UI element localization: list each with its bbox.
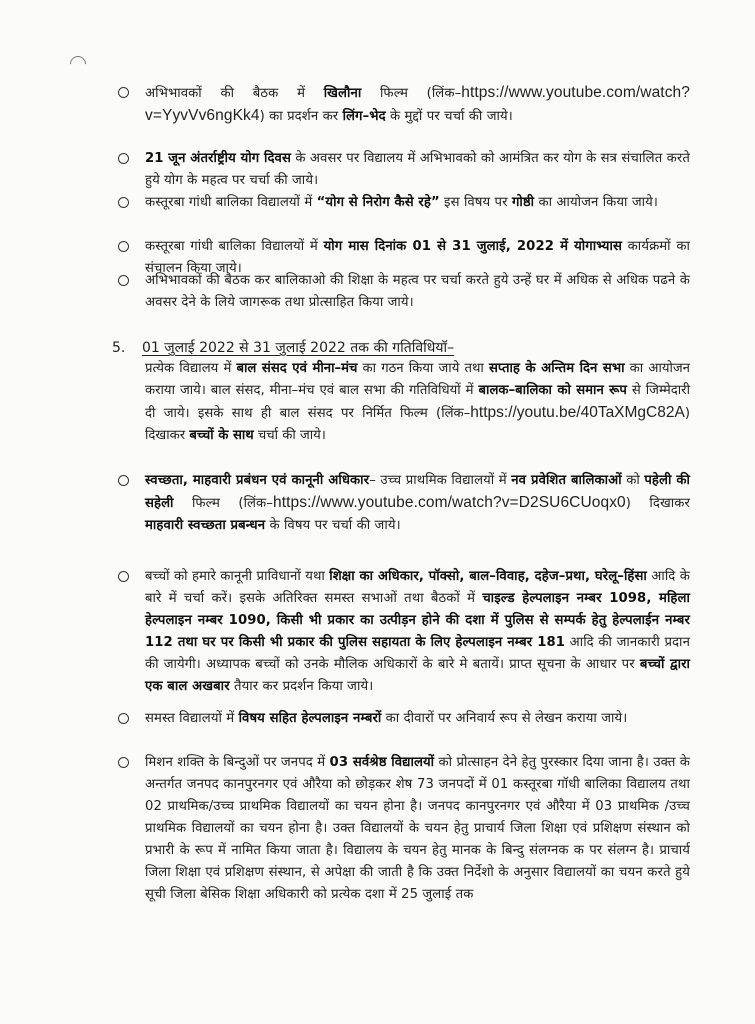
text-run: से जिम्मेदारी दी जाये। इसके साथ ही बाल संसद पर निर्मित फिल्म (लिंक– xyxy=(145,383,690,421)
list-item-text xyxy=(145,270,690,314)
list-item xyxy=(118,82,690,128)
list-item-text xyxy=(145,192,690,214)
bold-phrase: गोष्ठी xyxy=(511,195,535,210)
list-item-text xyxy=(145,82,690,128)
text-run: मिशन शक्ति के बिन्दुओं पर जनपद में xyxy=(145,755,330,770)
text-run: के मुद्दों पर चर्चा की जाये। xyxy=(385,109,513,124)
text-run: का गठन किया जाये तथा xyxy=(357,361,489,376)
bold-phrase: बालक–बालिका को समान रूप xyxy=(478,383,627,398)
text-run: का दीवारों पर अनिवार्य रूप से लेखन कराया जाये। xyxy=(381,711,628,726)
text-run: – उच्च प्राथमिक विद्यालयों में xyxy=(369,473,512,488)
bold-phrase: लिंग–भेद xyxy=(342,109,386,124)
link-url: https://www.youtube.com/watch?v=D2SU6CUoqx0 xyxy=(272,494,626,511)
bold-phrase: 21 जून अंतर्राष्ट्रीय योग दिवस xyxy=(145,151,292,166)
text-run: का आयोजन कराया जाये। बाल संसद, मीना–मंच एवं बाल सभा की गतिविधियों में xyxy=(145,361,690,398)
list-item-text xyxy=(145,708,690,730)
bold-phrase: विषय सहित हेल्पलाइन नम्बरों xyxy=(238,711,382,726)
text-run: कस्तूरबा गांधी बालिका विद्यालयों में xyxy=(145,195,317,210)
bold-phrase: बच्चों द्वारा एक बाल अखबार xyxy=(145,657,690,694)
text-run: को प्रोत्साहन देने हेतु पुरस्कार दिया जाना है। उक्त के अन्तर्गत जनपद कानपुरनगर एवं औरैया को छोड़कर शेष 73 जनपदों में 01 कस्तूरबा गॉधी बालिका विद्यालय तथा 02 प्राथमिक/उच्च प्राथमिक विद्यालयों का चयन होना है। जनपद कानपुरनगर एवं औरैया में 03 प्राथमिक /उच्च प्राथमिक विद्यालयों का चयन होना है। उक्त विद्यालयों के चयन हेतु प्राचार्य जिला शिक्षा एवं प्रशिक्षण संस्थान को प्रभारी के रूप में नामित किया जाता है। विद्यालय के चयन हेतु मानक के बिन्दु संलग्नक क पर संलग्न है। प्राचार्य जिला शिक्षा एवं प्रशिक्षण संस्थान, से अपेक्षा की जाती है कि उक्त निर्देशो के अनुसार विद्यालयों का चयन करते हुये सूची जिला बेसिक शिक्षा अधिकारी को प्रत्येक दशा में 25 जुलाई तक xyxy=(145,755,690,902)
bold-phrase: माहवारी स्वच्छता प्रबन्धन xyxy=(145,518,266,533)
bold-phrase: शिक्षा का अधिकार, पॉक्सो, बाल–विवाह, दहेज–प्रथा, घरेलू–हिंसा xyxy=(329,569,647,584)
bullet-icon xyxy=(118,475,129,486)
section-number: 5. xyxy=(112,340,126,356)
punch-hole-mark xyxy=(67,53,90,76)
bold-phrase: स्वच्छता, माहवारी प्रबंधन एवं कानूनी अधिकार xyxy=(145,473,370,488)
text-run: फिल्म (लिंक– xyxy=(361,86,462,101)
link-url: https://youtu.be/40TaXMgC82A xyxy=(470,404,685,421)
list-item-text xyxy=(145,148,690,192)
list-item xyxy=(118,566,690,698)
bold-phrase: चाइल्ड हेल्पलाइन नम्बर 1098, महिला हेल्पलाइन नम्बर 1090, किसी भी प्रकार का उत्पीड़न होने की दशा में पुलिस से सम्पर्क हेतु हेल्पलाईन नम्बर 112 तथा घर पर किसी भी प्रकार की पुलिस सहायता के लिए हेल्पलाइन नम्बर 181 xyxy=(145,591,690,650)
bold-phrase: बाल संसद एवं मीना–मंच xyxy=(236,361,358,376)
list-item-text xyxy=(145,566,690,698)
text-run: का आयोजन किया जाये। xyxy=(534,195,658,210)
text-run: ) का प्रदर्शन कर xyxy=(259,109,343,124)
bullet-icon xyxy=(118,757,129,768)
text-run: के विषय पर चर्चा की जाये। xyxy=(265,518,401,533)
bullet-icon xyxy=(118,197,129,208)
bold-phrase: बच्चों के साथ xyxy=(189,428,254,443)
bold-phrase: “योग से निरोग कैसे रहे” xyxy=(316,195,440,210)
bold-phrase: खिलौना xyxy=(323,86,362,101)
list-item xyxy=(118,708,690,730)
list-item xyxy=(118,470,690,537)
section-title: 01 जुलाई 2022 से 31 जुलाई 2022 तक की गतिविधियॉ– xyxy=(142,340,455,356)
list-item xyxy=(118,270,690,314)
text-run: के अवसर पर विद्यालय में अभिभावको को आमंत्रित कर योग के सत्र संचालित करते हुये योग के महत्व पर चर्चा की जाये। xyxy=(145,151,690,188)
text-run: कार्यक्रमों का संचालन किया जाये। xyxy=(145,239,691,276)
bullet-icon xyxy=(118,713,129,724)
bullet-icon xyxy=(118,87,129,98)
text-run: फिल्म (लिंक– xyxy=(173,496,273,511)
text-run: को xyxy=(621,473,645,488)
text-run: समस्त विद्यालयों में xyxy=(145,711,239,726)
list-item-text xyxy=(145,752,690,906)
bullet-icon xyxy=(118,153,129,164)
list-item xyxy=(118,192,690,214)
text-run: कस्तूरबा गांधी बालिका विद्यालयों में xyxy=(145,239,324,254)
bold-phrase: पहेली की सहेली xyxy=(145,473,691,511)
text-run: अभिभावकों की बैठक कर बालिकाओ की शिक्षा के महत्व पर चर्चा करते हुये उन्हें घर में अधिक से अधिक पढने के अवसर देने के लिये जागरूक तथा प्रोत्साहित किया जाये। xyxy=(145,273,690,310)
list-item xyxy=(118,148,690,192)
bold-phrase: 03 सर्वश्रेष्ठ विद्यालयों xyxy=(329,755,435,770)
text-run: प्रत्येक विद्यालय में xyxy=(145,361,237,376)
text-run: तैयार कर प्रदर्शन किया जाये। xyxy=(229,679,374,694)
text-run: चर्चा की जाये। xyxy=(253,428,326,443)
bullet-icon xyxy=(118,571,129,582)
bold-phrase: योग मास दिनांक 01 से 31 जुलाई, 2022 में योगाभ्यास xyxy=(323,239,622,254)
text-run: आदि के बारे में चर्चा करें। इसके अतिरिक्त समस्त सभाओं तथा बैठकों में xyxy=(145,569,690,606)
list-item-text xyxy=(145,470,690,537)
text-run: ) दिखाकर xyxy=(625,496,690,511)
text-run: बच्चों को हमारे कानूनी प्राविधानों यथा xyxy=(145,569,330,584)
text-run: ) दिखाकर xyxy=(145,406,690,443)
bullet-icon xyxy=(118,275,129,286)
text-run: इस विषय पर xyxy=(439,195,512,210)
text-run: अभिभावकों की बैठक में xyxy=(145,86,324,101)
bold-phrase: नव प्रवेशित बालिकाओं xyxy=(511,473,622,488)
text-run: आदि की जानकारी प्रदान की जायेगी। अध्यापक बच्चों को उनके मौलिक अधिकारों के बारे मे बतायें। प्राप्त सूचना के आधार पर xyxy=(145,635,690,672)
list-item xyxy=(118,752,690,906)
section-heading xyxy=(112,338,454,358)
link-url: https://www.youtube.com/watch?v=YyvVv6ngKk4 xyxy=(145,84,690,124)
bold-phrase: सप्ताह के अन्तिम दिन सभा xyxy=(489,361,625,376)
section-paragraph xyxy=(145,358,690,447)
bullet-icon xyxy=(118,241,129,252)
